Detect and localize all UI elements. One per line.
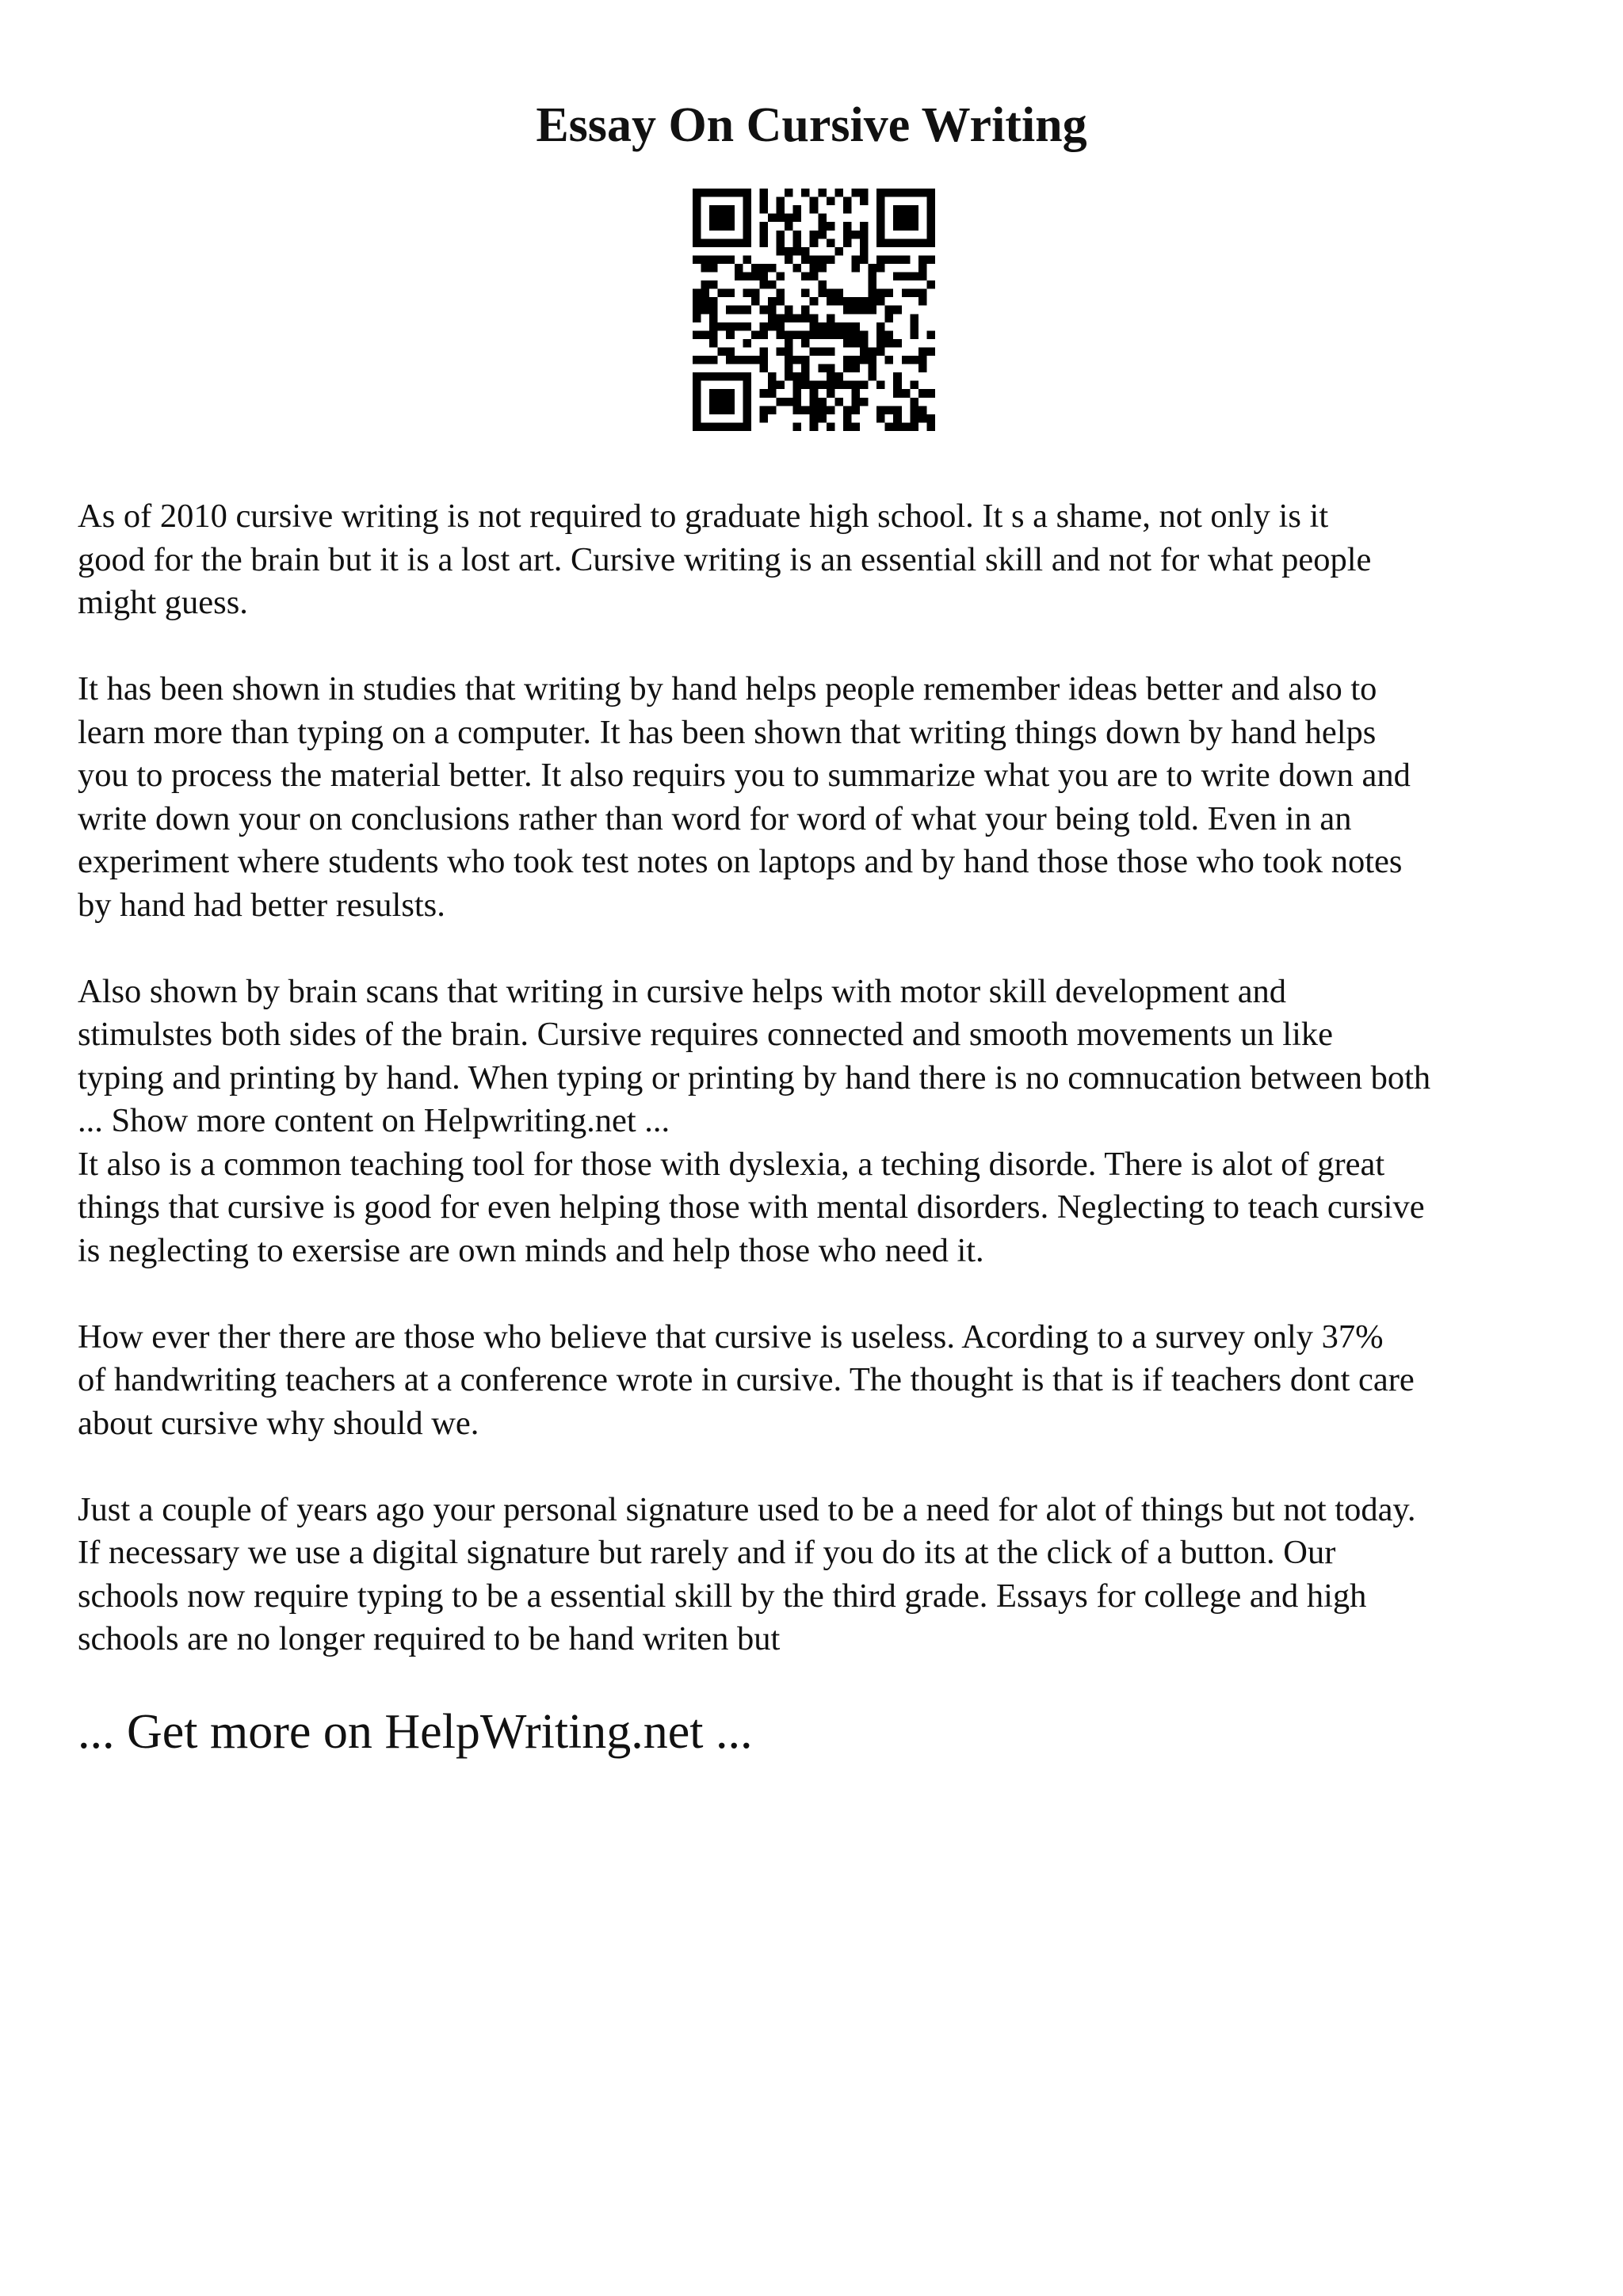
paragraph: As of 2010 cursive writing is not required to graduate high school. It s a shame, not only is it good for the brain but it is a lost art. Cursive writing is an essential skill and not for what people might guess. (78, 498, 1372, 621)
essay-body (78, 495, 1568, 1704)
paragraph: Also shown by brain scans that writing in cursive helps with motor skill development and stimulstes both sides of the brain. Cursive requires connected and smooth movements un like typing and printing by hand. When typing or printing by hand there is no comnucation between both ... Show more content on Helpwriting.net ... (78, 972, 1431, 1139)
paragraph: Just a couple of years ago your personal signature used to be a need for alot of things but not today. If necessary we use a digital signature but rarely and if you do its at the click of a button. Our schools now require typing to be a essential skill by the third grade. Essays for college and high schools are no longer required to be hand writen but (78, 1490, 1416, 1657)
paragraph: It has been shown in studies that writing by hand helps people remember ideas better and also to learn more than typing on a computer. It has been shown that writing things down by hand helps you to process the material better. It also requirs you to summarize what you are to write down and write down your on conclusions rather than word for word of what your being told. Even in an experiment where students who took test notes on laptops and by hand those those who took notes by hand had better resulsts. (78, 670, 1411, 924)
paragraph: How ever ther there are those who believe that cursive is useless. Acording to a survey only 37% of handwriting teachers at a conference wrote in cursive. The thought is that is if teachers dont care about cursive why should we. (78, 1318, 1415, 1442)
page-title: Essay On Cursive Writing (536, 98, 1087, 152)
paragraph: It also is a common teaching tool for those with dyslexia, a teching disorde. There is alot of great things that cursive is good for even helping those with mental disorders. Neglecting to teach cursive is neglecting to exersise are own minds and help those who need it. (78, 1145, 1425, 1269)
qr-code-icon[interactable] (693, 189, 935, 431)
get-more-link[interactable]: ... Get more on HelpWriting.net ... (78, 1705, 753, 1759)
